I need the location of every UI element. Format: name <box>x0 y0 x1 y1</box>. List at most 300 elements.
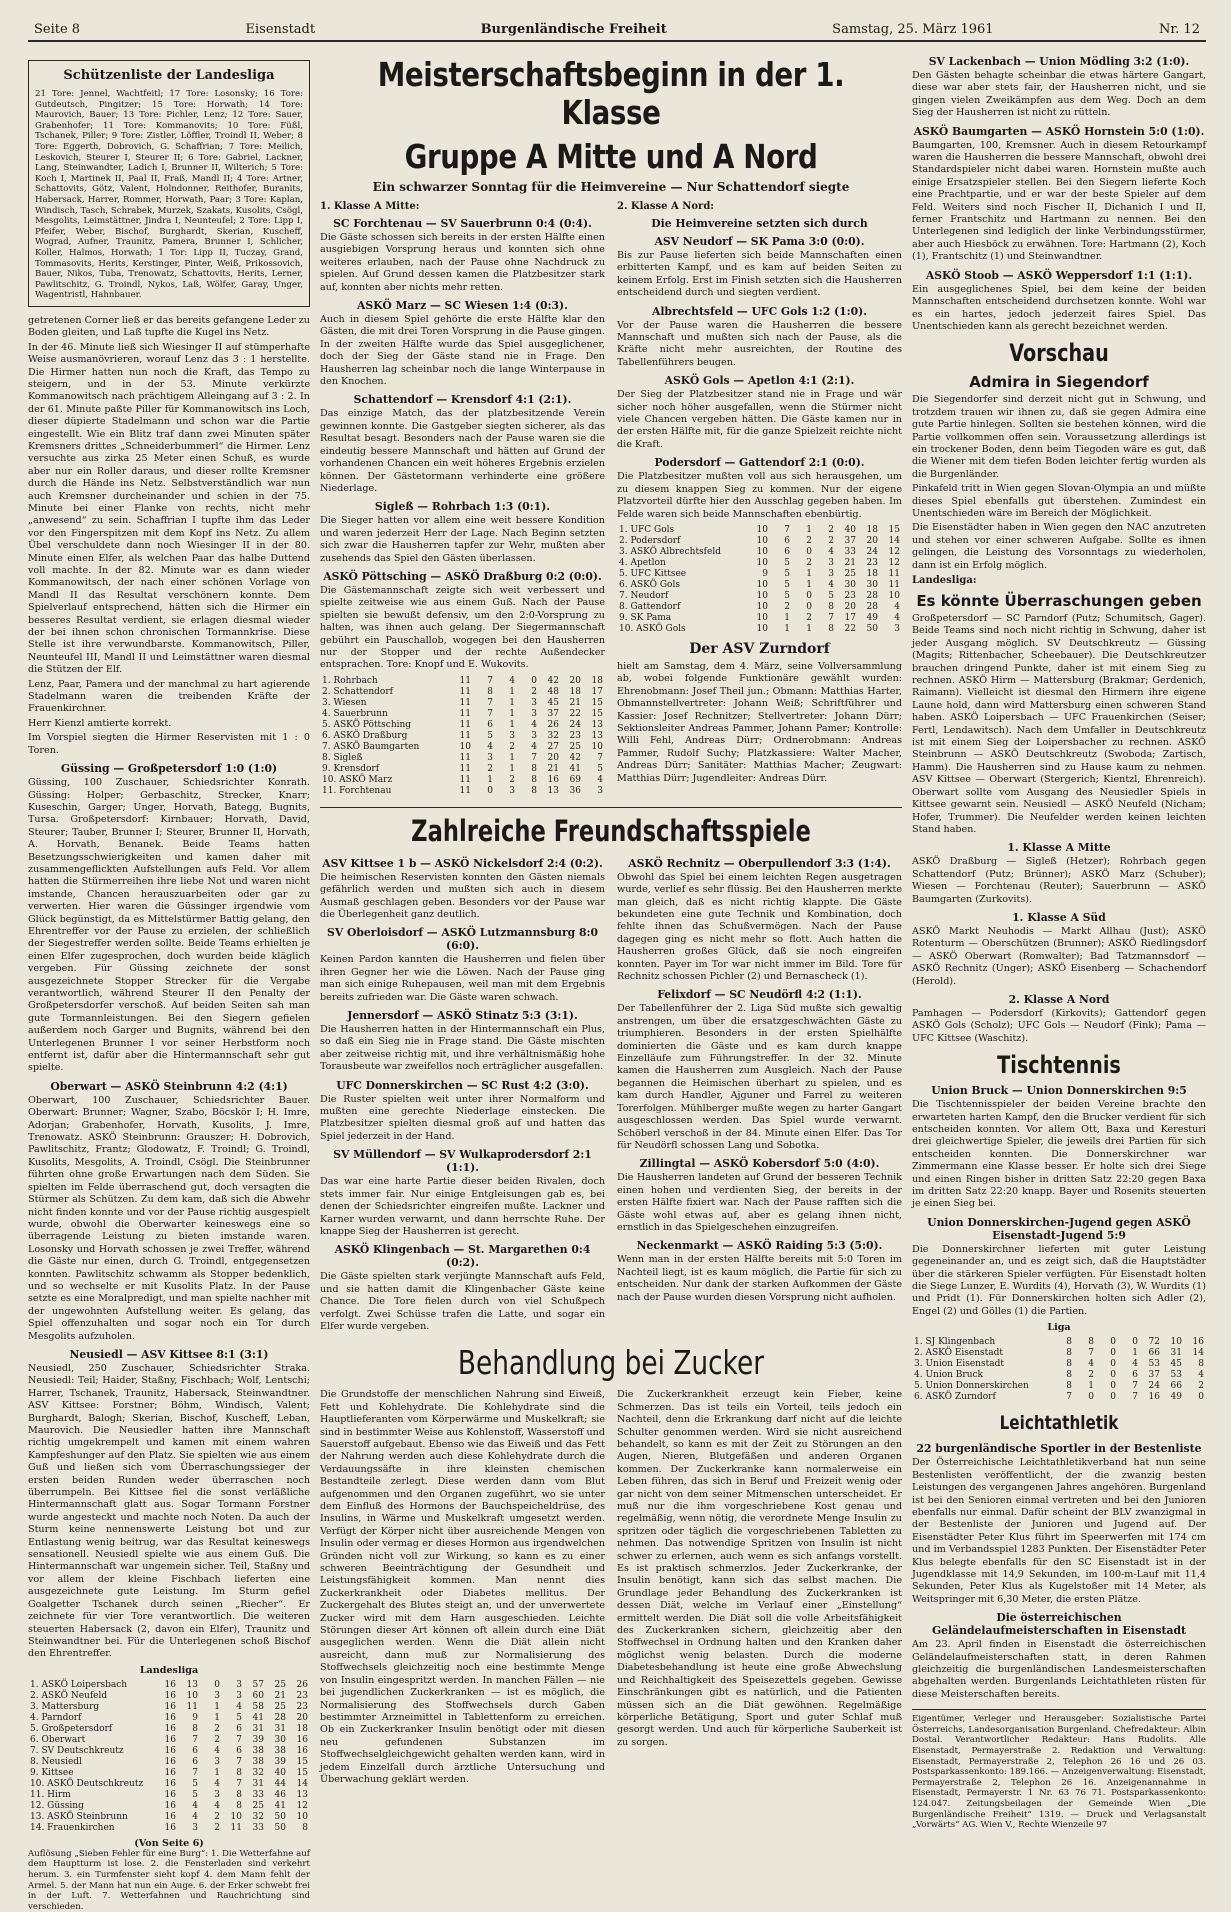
article-text: Großpetersdorf — SC Parndorf (Putz; Schumitsch, Gager). Beide Teams sind noch nicht richtig in Schwung, daher ist jeder Ausgang möglich. SV Deutschkreutz — Güssing (Magits; Rittenbacher, Scheebauer). Die Deutschkreutzer brauchen dringend Punkte, daher ist mit einem Sieg zu rechnen. ASKÖ Hirm — Mattersburg (Brakmar; Gerdenich, Raimann). Vielleicht ist diesmal den Hirmern ihre eigene Laune hold, dann wird Mattersburg einen schweren Stand haben. ASKÖ Loipersbach — UFC Frauenkirchen (Seiser; Fertl, Lendawitsch). Nach dem Umfaller in Deutschkreutz ist mit einem Sieg der Loipersbacher zu rechnen. ASKÖ Steinbrunn — ASKÖ Deutschkreutz (Swoboda; Zartisch, Hamm). Die Hausherren sind zu Hause kaum zu nehmen. ASV Kittsee — Oberwart (Stergerich; Kientzl, Ehrenreich). Oberwart sollte vom Ausgang des Neusiedler Spiels in Kittsee gewarnt sein. Neusiedl — ASKÖ Neufeld (Nicham; Hofer, Trummer). Die Neufelder werden keinen leichten Stand haben. <box>912 613 1206 835</box>
stat-cell: 2 <box>828 535 834 546</box>
stat-cell: 0 <box>1110 1392 1116 1403</box>
table-row <box>617 613 902 624</box>
stat-cell: 24 <box>866 546 878 557</box>
table-row <box>28 1801 310 1812</box>
stat-cell: 31 <box>1170 1348 1182 1359</box>
stat-cell: 16 <box>164 1811 176 1822</box>
match-heading: ASKÖ Baumgarten — ASKÖ Hornstein 5:0 (1:0). <box>913 124 1205 138</box>
match-report: Der Tabellenführer der 2. Liga Süd mußte sich gewaltig anstrengen, um über die ersatzgeschwächten Gäste zu triumphieren. Besonders in der ersten Spielhälfte dominierten die Gäste und es kam durch knappe Einzelläufe zum Führungstreffer. In der 32. Minute kamen die Hausherren zum Ausgleich. Nach der Pause begannen die Heimischen überhart zu spielen, und es kam durch Handler, Ajguner und Farrel zu weiteren Torerfolgen. Mühlberger mußte wegen zu harter Gangart ausgeschlossen werden. Das Spiel wurde verwarnt. Schöberl verschoß in der 84. Minute einen Elfer. Das Tor für Neudörfl schossen Lang und Sobotka. <box>617 1003 902 1151</box>
stat-cell: 8 <box>1198 1359 1204 1370</box>
stat-cell: 44 <box>274 1778 286 1789</box>
match-report: Bis zur Pause lieferten sich beide Mannschaften einen erbitterten Kampf, und es kam auf beiden Seiten zu keinem Erfolg. Erst im Finish setzten sich die Hausherren entscheidend durch und siegten verdient. <box>617 250 902 299</box>
team-name: 5. Großpetersdorf <box>30 1723 113 1734</box>
stat-cell: 10 <box>756 579 768 590</box>
stat-cell: 6 <box>784 546 790 557</box>
stat-cell: 16 <box>1192 1337 1204 1348</box>
column-right <box>912 50 1206 1831</box>
article-heading: Der ASV Zurndorf <box>689 640 830 657</box>
stat-cell: 11 <box>459 719 471 730</box>
table-row <box>320 676 605 687</box>
team-name: 2. ASKÖ Eisenstadt <box>914 1348 1004 1359</box>
stat-cell: 16 <box>164 1734 176 1745</box>
stat-cell: 10 <box>756 590 768 601</box>
league-table-title: Liga <box>1047 1322 1071 1334</box>
friendlies-left <box>320 852 605 1336</box>
stat-cell: 4 <box>531 719 537 730</box>
stat-cell: 15 <box>591 697 603 708</box>
section-subheading: Die Heimvereine setzten sich durch <box>651 217 868 230</box>
table-row <box>617 580 902 591</box>
league-table <box>320 676 605 797</box>
team-name: 3. Union Eisenstadt <box>914 1359 1004 1370</box>
stat-cell: 16 <box>164 1767 176 1778</box>
stat-cell: 6 <box>192 1756 198 1767</box>
team-name: 1. Rohrbach <box>322 675 378 686</box>
match-heading: ASKÖ Pöttsching — ASKÖ Draßburg 0:2 (0:0). <box>323 569 602 583</box>
stat-cell: 53 <box>1148 1359 1160 1370</box>
stat-cell: 21 <box>547 763 559 774</box>
match-heading: Albrechtsfeld — UFC Gols 1:2 (1:0). <box>651 304 868 318</box>
stat-cell: 22 <box>569 708 581 719</box>
table-row <box>320 775 605 786</box>
stat-cell: 3 <box>828 557 834 568</box>
stat-cell: 1 <box>784 612 790 623</box>
stat-cell: 33 <box>252 1822 264 1833</box>
league-table <box>617 525 902 635</box>
newspaper-page <box>28 18 1206 1912</box>
preview-heading: Vorschau <box>1009 339 1109 368</box>
match-report: Auch in diesem Spiel gehörte die erste Hälfte klar den Gästen, die mit drei Toren Vorsprung in die Pause gingen. In der zweiten Hälfte wurde das Spiel ausgeglichener, doch der Sieg der Gäste stand nie in Frage. Den Hausherren lag scheinbar noch die lange Winterpause in den Knochen. <box>320 314 605 388</box>
table-row <box>617 591 902 602</box>
article-text: Der Österreichische Leichtathletikverband hat nun seine Bestenlisten veröffentlicht, der die zwanzig besten Leistungen des vergangenen Jahres angehören. Burgenland ist bei den Senioren einmal vertreten und bei den Junioren ebenfalls nur einmal. Dafür scheint der BLV zwanzigmal in der Bestenliste der Junioren und Jugend auf. Der Eisenstädter Peter Klus führt im Speerwerfen mit 174 cm und im Verbandsspiel 1283 Punkten. Der Eisenstädter Peter Klus belegte ebenfalls für den SC Eisenstadt ist in der Jugendklasse mit 14,9 Sekunden, im 100-m-Lauf mit 11,4 Sekunden, Peter Klus als Kugelstoßer mit 14 Meter, als Weitspringer mit 6,30 Meter, die ersten Plätze. <box>912 1457 1206 1605</box>
stat-cell: 7 <box>597 752 603 763</box>
athletics-heading: Leichtathletik <box>999 1412 1119 1435</box>
team-name: 7. ASKÖ Baumgarten <box>322 741 420 752</box>
stat-cell: 28 <box>274 1712 286 1723</box>
continuation-note: (Von Seite 6) <box>134 1837 204 1849</box>
team-name: 8. Sigleß <box>322 752 363 763</box>
stat-cell: 42 <box>569 752 581 763</box>
imprint: Eigentümer, Verleger und Herausgeber: Sozialistische Partei Österreichs, Landesorganisation Burgenland. Chefredakteur: Albin Dostal. Verantwortlicher Redakteur: Hans Rudolits. Alle Eisenstadt, Permayerstraße 2. Redaktion und Verwaltung: Eisenstadt, Permayerstraße 2, Telephon 26 16 und 26 03. Postsparkassenkonto: 189.166. — Anzeigenverwaltung: Eisenstadt, Permayerstraße 2, Telephon 26 16. Anzeigenannahme in Eisenstadt, Permayerstr. 1 Nr. 63 76 71. Postsparkassenkonto: 124.047. Zeitungsbeilagen der Gemeinde Wien „Die Burgenländische Freiheit“ 1319. — Druck und Verlagsanstalt „Vorwärts“ AG. Wien V., Rechte Wienzeile 97 <box>912 1714 1206 1831</box>
stat-cell: 2 <box>487 763 493 774</box>
stat-cell: 25 <box>569 741 581 752</box>
stat-cell: 13 <box>296 1789 308 1800</box>
stat-cell: 5 <box>236 1712 242 1723</box>
match-heading: Jennersdorf — ASKÖ Stinatz 5:3 (3:1). <box>347 1009 578 1023</box>
column-middle <box>320 50 902 1788</box>
stat-cell: 41 <box>274 1800 286 1811</box>
team-name: 3. Mattersburg <box>30 1701 100 1712</box>
table-row <box>28 1702 310 1713</box>
table-row <box>320 731 605 742</box>
table-row <box>617 558 902 569</box>
stat-cell: 2 <box>214 1822 220 1833</box>
team-name: 1. SJ Klingenbach <box>914 1337 996 1348</box>
stat-cell: 16 <box>164 1800 176 1811</box>
stat-cell: 37 <box>1148 1370 1160 1381</box>
section-label: 1. Klasse A Mitte <box>1007 841 1111 855</box>
stat-cell: 20 <box>296 1712 308 1723</box>
stat-cell: 32 <box>252 1811 264 1822</box>
stat-cell: 3 <box>236 1679 242 1690</box>
table-row <box>320 698 605 709</box>
stat-cell: 18 <box>296 1723 308 1734</box>
match-report: Ein ausgeglichenes Spiel, bei dem keine der beiden Mannschaften entscheidend durchsetzen konnte. Wohl war es ein hartes, jedoch jederzeit faires Spiel. Das Unentschieden kann als gerecht bezeichnet werden. <box>912 283 1206 332</box>
table-row <box>28 1724 310 1735</box>
stat-cell: 7 <box>192 1734 198 1745</box>
table-row <box>28 1746 310 1757</box>
stat-cell: 8 <box>302 1822 308 1833</box>
table-row <box>912 1370 1206 1381</box>
stat-cell: 7 <box>1066 1392 1072 1403</box>
stat-cell: 6 <box>784 535 790 546</box>
stat-cell: 32 <box>547 730 559 741</box>
health-article-headline: Behandlung bei Zucker <box>457 1343 765 1383</box>
stat-cell: 1 <box>509 708 515 719</box>
stat-cell: 10 <box>756 623 768 634</box>
stat-cell: 2 <box>509 774 515 785</box>
stat-cell: 16 <box>296 1734 308 1745</box>
section-label: 2. Klasse A Nord <box>1008 992 1110 1006</box>
match-report: Die Ruster spielten weit unter ihrer Normalform und mußten eine gerechte Niederlage einstecken. Die Platzbesitzer spielten diesmal groß auf und hatten das Spiel jederzeit in der Hand. <box>320 1093 605 1142</box>
match-report: Wenn man in der ersten Hälfte bereits mit 5:0 Toren im Nachteil liegt, ist es kaum möglich, die Partie für sich zu entscheiden. Nur dank der starken Aufkommen der Gäste nach der Pause wurden diesen Vorsprung nicht aufholen. <box>617 1254 902 1303</box>
stat-cell: 8 <box>531 774 537 785</box>
stat-cell: 7 <box>1132 1381 1138 1392</box>
article-text: ASKÖ Markt Neuhodis — Markt Allhau (Just); ASKÖ Rotenturm — Oberschützen (Brunner); ASKÖ Riedlingsdorf — ASKÖ Oberwart (Romwalter); Bad Tatzmannsdorf — ASKÖ Rechnitz (Unger); ASKÖ Eisenberg — Schachendorf (Herold). <box>912 925 1206 987</box>
table-row <box>320 753 605 764</box>
stat-cell: 4 <box>509 675 515 686</box>
stat-cell: 16 <box>164 1745 176 1756</box>
stat-cell: 16 <box>164 1756 176 1767</box>
stat-cell: 3 <box>509 730 515 741</box>
stat-cell: 10 <box>756 557 768 568</box>
stat-cell: 8 <box>487 686 493 697</box>
team-name: 6. ASKÖ Gols <box>619 579 680 590</box>
match-report: Baumgarten, 100, Kremsner. Auch in diesem Retourkampf waren die Hausherren die bessere Mannschaft, obwohl drei Standardspieler nicht dabei waren. Hornstein mußte auch einige Ersatzspieler stellen. Bei den Siegern lieferte Koch eine Prachtpartie, und er war der beste Spieler auf dem Feld. Weiters sind noch Fischer II, Dichanich I und II, ferner Frantschitz und Hartmann zu nennen. Bei den Unterlegenen sind lediglich der linke Verbindungsstürmer, aber auch Hiesböck zu erwähnen. Tore: Hartmann (2), Koch (1), Frantschitz (1) und Steinwandtner. <box>912 139 1206 263</box>
match-report: Die Hausherren landeten auf Grund der besseren Technik einen hohen und verdienten Sieg, der bereits in der ersten Hälfte fixiert war. Nach der Pause rafften sich die Gäste wohl etwas auf, aber es gelang ihnen nicht, ernstlich in das Spielgeschehen einzugreifen. <box>617 1172 902 1233</box>
table-row <box>28 1768 310 1779</box>
stat-cell: 4 <box>1132 1359 1138 1370</box>
stat-cell: 72 <box>1148 1337 1160 1348</box>
team-name: 7. SV Deutschkreutz <box>30 1745 124 1756</box>
stat-cell: 10 <box>756 535 768 546</box>
main-headline-second: Gruppe A Mitte und A Nord <box>404 137 818 176</box>
stat-cell: 41 <box>569 763 581 774</box>
table-row <box>320 709 605 720</box>
stat-cell: 3 <box>828 568 834 579</box>
stat-cell: 0 <box>1110 1348 1116 1359</box>
stat-cell: 5 <box>784 557 790 568</box>
stat-cell: 16 <box>164 1723 176 1734</box>
match-heading: ASKÖ Gols — Apetlon 4:1 (2:1). <box>664 374 855 388</box>
match-heading: Sigleß — Rohrbach 1:3 (0:1). <box>374 500 551 514</box>
stat-cell: 10 <box>230 1811 242 1822</box>
stat-cell: 9 <box>192 1712 198 1723</box>
stat-cell: 60 <box>252 1690 264 1701</box>
stat-cell: 4 <box>828 579 834 590</box>
team-name: 2. Schattendorf <box>322 686 393 697</box>
table-row <box>320 764 605 775</box>
team-name: 2. ASKÖ Neufeld <box>30 1690 108 1701</box>
table-row <box>28 1680 310 1691</box>
team-name: 9. SK Pama <box>619 612 672 623</box>
team-name: 2. Podersdorf <box>619 535 681 546</box>
stat-cell: 25 <box>274 1701 286 1712</box>
stat-cell: 4 <box>1088 1359 1094 1370</box>
table-row <box>320 742 605 753</box>
stat-cell: 10 <box>756 524 768 535</box>
stat-cell: 8 <box>828 601 834 612</box>
stat-cell: 36 <box>569 785 581 796</box>
stat-cell: 50 <box>274 1811 286 1822</box>
section-klasse-nord <box>617 198 902 801</box>
stat-cell: 3 <box>509 785 515 796</box>
match-report: Die Donnerskirchner lieferten mit guter Leistung gegeneinander an, und es zeigt sich, daß die Hauptstädter über die stärkeren Spieler verfügten. Für Eisenstadt holten die Siege Lunzer, E. Wurdits (4), Horvath (3), W. Wurdits (1) und Pridt (1). Für Donnerskirchen holten sich Adler (2), Engel (2) und Gölles (1) die Partien. <box>912 1243 1206 1317</box>
stat-cell: 10 <box>756 612 768 623</box>
stat-cell: 1 <box>509 697 515 708</box>
stat-cell: 6 <box>192 1745 198 1756</box>
stat-cell: 1 <box>214 1712 220 1723</box>
stat-cell: 39 <box>252 1734 264 1745</box>
match-report: Die Gäste spielten stark verjüngte Mannschaft aufs Feld, und sie hatten damit die Klingenbacher Gäste keine Chance. Die Tore fielen durch von viel Schußpech verfolgt. Zwei Schüsse trafen die Latte, und sogar ein Elfer wurde vergeben. <box>320 1271 605 1332</box>
stat-cell: 10 <box>1170 1337 1182 1348</box>
stat-cell: 2 <box>806 535 812 546</box>
section-label: Landesliga: <box>912 575 977 586</box>
stat-cell: 10 <box>888 590 900 601</box>
table-row <box>617 569 902 580</box>
stat-cell: 0 <box>1198 1392 1204 1403</box>
stat-cell: 4 <box>192 1800 198 1811</box>
stat-cell: 11 <box>459 763 471 774</box>
stat-cell: 40 <box>274 1767 286 1778</box>
stat-cell: 33 <box>844 546 856 557</box>
stat-cell: 0 <box>806 590 812 601</box>
stat-cell: 1 <box>784 623 790 634</box>
match-heading: SC Forchtenau — SV Sauerbrunn 0:4 (0:4). <box>333 217 592 230</box>
stat-cell: 57 <box>252 1679 264 1690</box>
stat-cell: 1 <box>214 1767 220 1778</box>
article-text: Pamhagen — Podersdorf (Kirkovits); Gattendorf gegen ASKÖ Gols (Scholz); UFC Gols — Neudorf (Fink); Pama — UFC Kittsee (Waschitz). <box>912 1007 1206 1044</box>
match-heading: UFC Donnerskirchen — SC Rust 4:2 (3:0). <box>336 1078 589 1092</box>
match-report: Den Gästen behagte scheinbar die etwas härtere Gangart, diese war aber stets fair, der Hausherren nicht, und sie gingen vielen Zweikämpfen aus dem Weg. Doch an dem Sieg der Hausherren ist nicht zu rütteln. <box>912 70 1206 119</box>
stat-cell: 5 <box>784 590 790 601</box>
stat-cell: 17 <box>844 612 856 623</box>
article-text: Die Eisenstädter haben in Wien gegen den NAC anzutreten und stehen vor einer schweren Aufgabe. Sollte es ihnen gelingen, die Leistung des Vorsonntags zu wiederholen, dann ist ein Erfolg möglich. <box>912 522 1206 571</box>
stat-cell: 27 <box>547 741 559 752</box>
stat-cell: 0 <box>1132 1337 1138 1348</box>
stat-cell: 2 <box>214 1734 220 1745</box>
stat-cell: 10 <box>756 546 768 557</box>
table-row <box>617 536 902 547</box>
match-heading: Podersdorf — Gattendorf 2:1 (0:0). <box>654 456 865 470</box>
issue-date: Samstag, 25. März 1961 <box>832 22 994 37</box>
stat-cell: 38 <box>252 1756 264 1767</box>
stat-cell: 5 <box>784 568 790 579</box>
match-heading: Oberwart — ASKÖ Steinbrunn 4:2 (4:1) <box>50 1079 288 1093</box>
stat-cell: 14 <box>296 1778 308 1789</box>
stat-cell: 10 <box>459 741 471 752</box>
article-text: Pinkafeld tritt in Wien gegen Slovan-Olympia an und müßte dieses Spiel ebenfalls gut überstehen. Zumindest ein Unentschieden wäre im Bereich der Möglichkeit. <box>912 483 1206 519</box>
preview-subheading: Admira in Siegendorf <box>969 373 1149 392</box>
stat-cell: 5 <box>487 730 493 741</box>
stat-cell: 16 <box>164 1789 176 1800</box>
team-name: 11. Forchtenau <box>322 785 392 796</box>
stat-cell: 4 <box>236 1701 242 1712</box>
stat-cell: 8 <box>1066 1348 1072 1359</box>
match-report: Keinen Pardon kannten die Hausherren und fielen über ihren Gegner her wie die Löwen. Nach der Pause ging man sich einige Ruhepausen, weil man mit dem Ergebnis bereits zufrieden war. Die Gäste waren schwach. <box>320 954 605 1003</box>
league-table-title: Landesliga <box>139 1664 199 1676</box>
stat-cell: 3 <box>531 697 537 708</box>
stat-cell: 14 <box>1192 1348 1204 1359</box>
stat-cell: 4 <box>531 741 537 752</box>
stat-cell: 30 <box>274 1734 286 1745</box>
section-label: 1. Klasse A Mitte: <box>320 201 420 212</box>
stat-cell: 2 <box>509 741 515 752</box>
match-report: Die Hausherren hatten in der Hintermannschaft ein Plus, so daß ein Sieg nie in Frage stand. Die Gäste mischten aber zeitweise richtig mit, und ihre verhältnismäßig hohe Torausbeute war zweifellos noch erträglicher ausgefallen. <box>320 1024 605 1073</box>
table-row <box>28 1823 310 1834</box>
stat-cell: 4 <box>828 546 834 557</box>
stat-cell: 21 <box>844 557 856 568</box>
league-table <box>912 1337 1206 1403</box>
stat-cell: 48 <box>547 686 559 697</box>
stat-cell: 0 <box>806 601 812 612</box>
stat-cell: 5 <box>828 590 834 601</box>
stat-cell: 6 <box>1132 1370 1138 1381</box>
stat-cell: 1 <box>806 579 812 590</box>
newspaper-name: Burgenländische Freiheit <box>480 22 667 37</box>
stat-cell: 1 <box>509 752 515 763</box>
stat-cell: 1 <box>1132 1348 1138 1359</box>
stat-cell: 8 <box>1066 1337 1072 1348</box>
stat-cell: 2 <box>214 1811 220 1822</box>
stat-cell: 16 <box>296 1745 308 1756</box>
stat-cell: 21 <box>274 1690 286 1701</box>
table-row <box>28 1735 310 1746</box>
match-heading: ASV Kittsee 1 b — ASKÖ Nickelsdorf 2:4 (0:2). <box>322 856 603 870</box>
stat-cell: 1 <box>487 774 493 785</box>
puzzle-solution: Auflösung „Sieben Fehler für eine Burg“: 1. Die Wetterfahne auf dem Hauptturm ist lose. 2. die Fensterladen sind verkehrt herum. 3. ein Turmfenster sieht kopf 4. dem Mann fehlt der Armel. 5. der Mann hat nun ein Auge. 6. der Erker schwebt frei in der Luft. 7. Wetterfahnen und Rauchrichtung sind verschieden. <box>28 1848 310 1912</box>
article-text: Lenz, Paar, Pamera und der manchmal zu hart agierende Stadelmann waren die treibenden Kräfte der Frauenkirchner. <box>28 678 310 715</box>
stat-cell: 2 <box>214 1723 220 1734</box>
article-text: hielt am Samstag, dem 4. März, seine Vollversammlung ab, wobei folgende Funktionäre gewählt wurden: Ehrenobmann: Josef Theil jun.; Obmann: Matthias Harter, Obmannstellvertreter: Johann Weiß; Schriftführer und Kassier: Josef Rechnitzer; Stellvertreter: Johann Dürr; Sektionsleiter Andreas Pammer, Johann Pamer; Kontrolle: Willi Fehl, Andreas Dürr; Ordnerobmann: Andreas Pammer, Rudolf Suchy; Platzkassiere: Walter Macher, Andreas Dürr; Sanitäter: Matthias Macher; Zeugwart: Matthias Dürr; Jugendleiter: Andreas Dürr. <box>617 660 902 784</box>
stat-cell: 21 <box>569 697 581 708</box>
stat-cell: 46 <box>274 1789 286 1800</box>
team-name: 10. ASKÖ Deutschkreutz <box>30 1778 144 1789</box>
headline-deck: Ein schwarzer Sonntag für die Heimvereine — Nur Schattendorf siegte <box>372 180 850 194</box>
match-report: Die Gäste schossen sich bereits in der ersten Hälfte einen ausgiebigen Vorsprung heraus und konnten sich ohne weiteres erlauben, nach der Pause ohne Nachdruck zu spielen. Auf Grund dessen kamen die Platzbesitzer stark auf, konnten aber nichts mehr retten. <box>320 232 605 293</box>
stat-cell: 2 <box>806 612 812 623</box>
match-report: Neusiedl, 250 Zuschauer, Schiedsrichter Straka. Neusiedl: Teil; Haider, Staßny, Fischbach; Wolf, Lentschi; Harrer, Tschanek, Traunitz, Habersack, Steinwandtner. ASV Kittsee: Forstner; Böhm, Windisch, Valent; Burghardt, Balogh; Skerian, Bischof, Kuscheff, Leban, Maurovich. Die Neusiedler hatten ihre Mannschaft richtig umgekrempelt und kamen mit einem wahren Kampfeshunger auf den Platz. Sie spielten wie aus einem Guß und ließen sich vom Überraschungssieger der ersten beiden Runden weder überraschen noch überrumpeln. Bei Kittsee fiel die sonst verläßliche Hintermannschaft glatt aus. Sogar Tormann Forstner wurde angesteckt und machte noch Noten. Da auch der Sturm keine nennenswerte Leistung bot und zur Entlastung wenig beitrug, war das Resultat keineswegs sensationell. Neusiedl spielte wie aus einem Guß. Die Hintermannschaft war ungemein sicher. Teil, Staßny und vor allem der kleine Fischbach lieferten eine ausgezeichnete gute Leistung. Im Sturm gefiel Goalgetter Tschanek durch seinen „Riecher“. Er zeichnete für vier Tore verantwortlich. Die weiteren steuerten Habersack (2, davon ein Elfer), Traunitz und Steinwandtner bei. Für die Unterlegenen schoß Bischof den Ehrentreffer. <box>28 1362 310 1660</box>
stat-cell: 18 <box>866 568 878 579</box>
stat-cell: 1 <box>509 686 515 697</box>
stat-cell: 1 <box>806 623 812 634</box>
match-report: Die Gästemannschaft zeigte sich weit verbessert und spielte zeitweise wie aus einem Guß. Nach der Pause spielten sie bewußt defensiv, um den 2:0-Vorsprung zu halten, was ihnen auch gelang. Der Siegermannschaft gebührt ein Pauschallob, wogegen bei den Hausherren nur der Stopper und der rechte Außendecker entsprachen. Tore: Knopf und E. Wukovits. <box>320 584 605 671</box>
stat-cell: 11 <box>459 708 471 719</box>
match-heading: ASV Neudorf — SK Pama 3:0 (0:0). <box>654 235 865 248</box>
stat-cell: 3 <box>214 1690 220 1701</box>
stat-cell: 5 <box>192 1778 198 1789</box>
page-number: Seite 8 <box>34 22 81 37</box>
stat-cell: 0 <box>1110 1337 1116 1348</box>
stat-cell: 17 <box>591 686 603 697</box>
stat-cell: 40 <box>844 524 856 535</box>
stat-cell: 45 <box>547 697 559 708</box>
stat-cell: 11 <box>459 697 471 708</box>
place-name: Eisenstadt <box>245 22 316 37</box>
stat-cell: 6 <box>487 719 493 730</box>
stat-cell: 38 <box>252 1745 264 1756</box>
stat-cell: 13 <box>186 1679 198 1690</box>
team-name: 6. ASKÖ Zurndorf <box>914 1392 996 1403</box>
stat-cell: 11 <box>459 686 471 697</box>
team-name: 10. ASKÖ Marz <box>322 774 393 785</box>
article-text: Am 23. April finden in Eisenstadt die österreichischen Geländelaufmeisterschaften statt, in deren Rahmen gleichzeitig die burgenländischen Landesmeisterschaften abgehalten werden. Burgenlands Leichtathleten rüsten für diese Meisterschaften bereits. <box>912 1639 1206 1700</box>
stat-cell: 7 <box>487 697 493 708</box>
stat-cell: 20 <box>844 601 856 612</box>
match-report: Güssing, 100 Zuschauer, Schiedsrichter Konrath. Güssing: Holper; Gerbaschitz, Strecker, Knarr; Kuseschin, Garger; Unger, Horvath, Bategg, Bugnits, Tursa. Großpetersdorf: Kirnbauer; Horvath, David, Steurer; Tauber, Brunner I; Steurer, Brunner II, Horvath, A. Horvath, Benanek. Beide Teams hatten Besetzungsschwierigkeiten und kamen daher mit zusammengeflickten Aufstellungen aufs Feld. Vor allem hatten die Stürmerreihen ihre liebe Not und waren nicht imstande, Chancen herauszuarbeiten oder gar zu verwerten. Hier waren die Güssinger irgendwie vom Glück begünstigt, da es Mittelstürmer Battig gelang, den Ehrentreffer vor der Pause zu erzielen, der schließlich der Siegestreffer werden sollte. Beide Teams erhielten je einen Elfer zugesprochen, doch wurden beide kläglich vergeben. Für Güssing zeichnete der sonst ausgezeichnete Stopper Strecker für die Vergabe verantwortlich, während Steurer II den Penalty der Großpetersdorfer verschoß. Auf beiden Seiten sah man gute Tormannleistungen. Bei den Siegern gefielen außerdem noch Garger und Bugnits, während bei den Unterlegenen Brunner I vor seiner Herbstform noch entfernt ist, dafür aber die Hintermannschaft sehr gut spielte. <box>28 777 310 1074</box>
stat-cell: 4 <box>487 741 493 752</box>
table-row <box>912 1348 1206 1359</box>
match-report: Oberwart, 100 Zuschauer, Schiedsrichter Bauer. Oberwart: Brunner; Wagner, Szabo, Böcskör I; H. Imre, Adorjan; Grabenhofer, Horvath, Kusolits, J. Imre, Trenowatz. ASKÖ Steinbrunn: Grauszer; H. Dobrovich, Pawlitschitz, Frantz; Glodowatz, F. Troindl; G. Troindl, Kusolits, Mesgolits, A. Troindl, Csögl. Die Steinbrunner führten ohne große Erwartungen nach dem Süden. Sie spielten im Felde überraschend gut, doch versagten die Stürmer als Schützen. Zu dem kam, daß sich die Abwehr nicht finden konnte und vor der Pause richtig ausgespielt wurde, obwohl die Oberwarter keineswegs eine so überragende Leistung zu bieten imstande waren. Losonsky und Horvath schossen je zwei Treffer, während die Gäste nur einen, durch G. Troindl, entgegensetzen konnten. Pawlitschitz schwamm als Stopper bedenklich, und so wechselte er mit Kusolits Platz. In der Pause setzte es eine Moralpredigt, und man spielte nachher mit der ungewohnten Aufstellung weiter. Es gelang, das Spiel offenzuhalten und sogar noch ein Tor durch Mesgolits aufzuholen. <box>28 1094 310 1342</box>
stat-cell: 3 <box>894 623 900 634</box>
stat-cell: 1 <box>806 524 812 535</box>
match-heading: ASKÖ Marz — SC Wiesen 1:4 (0:3). <box>357 299 568 313</box>
stat-cell: 24 <box>569 719 581 730</box>
stat-cell: 4 <box>214 1778 220 1789</box>
article-text: ASKÖ Draßburg — Sigleß (Hetzer); Rohrbach gegen Schattendorf (Putz; Brünner); ASKÖ Marz (Schuber); Wiesen — Forchtenau (Reuter); Sauerbrunn — ASKÖ Baumgarten (Zurkovits). <box>912 856 1206 905</box>
table-tennis-heading: Tischtennis <box>997 1051 1121 1080</box>
stat-cell: 3 <box>597 785 603 796</box>
stat-cell: 8 <box>531 785 537 796</box>
stat-cell: 6 <box>236 1745 242 1756</box>
stat-cell: 3 <box>214 1756 220 1767</box>
stat-cell: 4 <box>597 774 603 785</box>
stat-cell: 7 <box>1132 1392 1138 1403</box>
stat-cell: 3 <box>531 730 537 741</box>
stat-cell: 26 <box>296 1679 308 1690</box>
stat-cell: 8 <box>1066 1370 1072 1381</box>
match-heading: Union Bruck — Union Donnerskirchen 9:5 <box>931 1084 1187 1098</box>
stat-cell: 50 <box>866 623 878 634</box>
stat-cell: 2 <box>1088 1370 1094 1381</box>
stat-cell: 25 <box>252 1800 264 1811</box>
stat-cell: 4 <box>894 601 900 612</box>
stat-cell: 16 <box>1148 1392 1160 1403</box>
match-heading: ASKÖ Klingenbach — St. Margarethen 0:4 (0:2). <box>334 1243 591 1270</box>
stat-cell: 49 <box>1170 1392 1182 1403</box>
scorer-list-title: Schützenliste der Landesliga <box>63 68 275 83</box>
stat-cell: 28 <box>866 590 878 601</box>
team-name: 13. ASKÖ Steinbrunn <box>30 1811 128 1822</box>
scorer-list-text: 21 Tore: Jennel, Wachtfeitl; 17 Tore: Losonsky; 16 Tore: Gutdeutsch, Pingitzer; 15 Tore: Horwath; 14 Tore: Maurovich, Bauer; 13 Tore: Pichler, Lenz; 12 Tore: Sauer, Grabenhofer; 11 Tore: Kommanovits; 10 Tore: Füßl, Tschanek, Piller; 9 Tore: Zistler, Löffler, Troindl II, Weber; 8 Tore: Eggerth, Dobrovich, G. Schaffrian; 7 Tore: Meilich, Leskovich, Steurer I, Steurer II; 6 Tore: Gabriel, Lackner, Lang, Steinwandter, Ladich I, Brunner II, Wilterich; 5 Tore: Koch I, Martinek II, Paal II, Fraß, Mandl II; 4 Tore: Artner, Schattovits, Götz, Valent, Holndonner, Reithofer, Buranits, Habersack, Harrer, Rommer, Horwath, Paar; 3 Tore: Kaplan, Windisch, Tasch, Schrabek, Murzek, Szakats, Kusolits, Csögl, Mesgolits, Leimstättner, Jindra I, Neunteufel; 2 Tore: Lipp I, Pfeifer, Weber, Bischof, Burghardt, Skerian, Kuscheff, Wograd, Aufner, Traunitz, Pamera, Brunner I, Schlicher, Koller, Halmos, Horwath; 1 Tor: Lipp II, Tuczay, Grand, Tommasovits, Herits, Kerstinger, Pinter, Weiß, Prikossovich, Bauer, Nikos, Tuba, Trenowatz, Schattovits, Herits, Lerner, Pawlitschitz, G. Troindl, Nykos, Laß, Wölfer, Garay, Unger, Wagentristl, Hahnbauer. <box>35 89 303 301</box>
stat-cell: 13 <box>547 785 559 796</box>
stat-cell: 8 <box>1066 1359 1072 1370</box>
stat-cell: 10 <box>296 1811 308 1822</box>
team-name: 11. Hirm <box>30 1789 71 1800</box>
team-name: 1. ASKÖ Loipersbach <box>30 1679 128 1690</box>
section-klasse-mitte <box>320 198 605 801</box>
stat-cell: 7 <box>531 752 537 763</box>
stat-cell: 0 <box>487 785 493 796</box>
table-row <box>28 1790 310 1801</box>
stat-cell: 30 <box>866 579 878 590</box>
stat-cell: 6 <box>236 1723 242 1734</box>
divider <box>320 807 902 808</box>
health-article-text: Die Grundstoffe der menschlichen Nahrung sind Eiweiß, Fett und Kohlehydrate. Die Kohlehydrate sind die Hauptlieferanten vom Körperwärme und Muskelkraft; sie sind in bestimmter Weise aus Kohlenstoff, Wasserstoff und Sauerstoff aufgebaut. Ebenso wie das Eiweiß und das Fett der Nahrung werden auch diese Kohlehydrate durch die Verdauungssäfte in ihre kleinsten chemischen Bestandteile zerlegt. Diese werden dann vom Blut aufgenommen und den Organen zugeführt, wo sie unter dem Einfluß des Hormons der Bauchspeicheldrüse, des Insulins, in Wärme und Muskelkraft umgesetzt werden. Verfügt der Körper nicht über ausreichende Mengen von Insulin oder vermag er dieses Hormon aus irgendwelchen Gründen nicht voll zur Wirkung, so kann es zu einer schweren Beeinträchtigung der Gesundheit und Leistungsfähigkeit kommen. Man nennt dies Zuckerkrankheit oder Diabetes mellitus. Der Zuckergehalt des Blutes steigt an, und der unverwertete Zucker wird mit dem Harn ausgeschieden. Leichte Störungen dieser Art können oft allein durch eine Diät ausgeglichen werden. Wenn die Diät allein nicht ausreicht, dann muß zur Normalisierung des Stoffwechsels gleichzeitig noch eine bestimmte Menge von Insulin eingespritzt werden. In manchen Fällen — nie bei jugendlichen Zuckerkranken — ist es möglich, die Normalisierung des Stoffwechsels durch Gaben bestimmter Arzneimittel in Tablettenform zu erreichen. Ob ein Zuckerkranker Insulin benötigt oder mit diesen neu gefundenen Substanzen im Stoffwechselgleichgewicht gehalten werden kann, wird in jedem Einzelfall durch ärztliche Untersuchung und Überwachung geklärt werden. <box>320 1389 605 1785</box>
stat-cell: 15 <box>591 708 603 719</box>
team-name: 9. Kittsee <box>30 1767 74 1778</box>
article-text: In der 46. Minute ließ sich Wiesinger II auf stümperhafte Weise ausmanövrieren, worauf Lenz das 3 : 1 herstellte. Die Hirmer hatten nun noch die Kraft, das Tempo zu steigern, und in der 53. Minute verkürzte Kommanowitsch nach prächtigem Alleingang auf 3 : 2. In der 61. Minute paßte Piller für Kommanowitsch ins Loch, dieser düpierte Stadelmann und schon war die Partie eingestellt. Wie ein Blitz traf dann zwei Minuten später Kremsners drittes „Schneiderbummerl“ die Hirmer. Lenz versuchte aus zirka 25 Meter einen Schuß, es wurde aber nur ein Roller daraus, und dieser rollte Kremsner durch die Hände ins Netz. Selbstverständlich war nun auch Kremsner durcheinander und schien in der 75. Minute bei einer Flanke von rechts, nicht mehr „anwesend“ zu sein. Schaffrian I tupfte ihm das Leder vor den Fingerspitzen mit dem Kopf ins Netz. Zu allem Übel verschuldete dann noch Wiesinger II in der 80. Minute einen Elfer, als welchen Paar das halbe Duttend voll machte. In der 82. Minute war es dann wieder Kommanowitsch, der nach einer schönen Vorlage von Mandl II das Resultat verschönern konnte. Dem Spielverlauf entsprechend, hätten sich die Hirmer ein besseres Resultat verdient, sie erlagen diesmal wieder der bei ihnen schon chronischen Tormannkrise. Diese Stelle ist ihre verwundbarste. Kommanowitsch, Piller, Neunteufel III, Mandl II und Leimstättner waren diesmal die Stützen der Elf. <box>28 341 310 676</box>
